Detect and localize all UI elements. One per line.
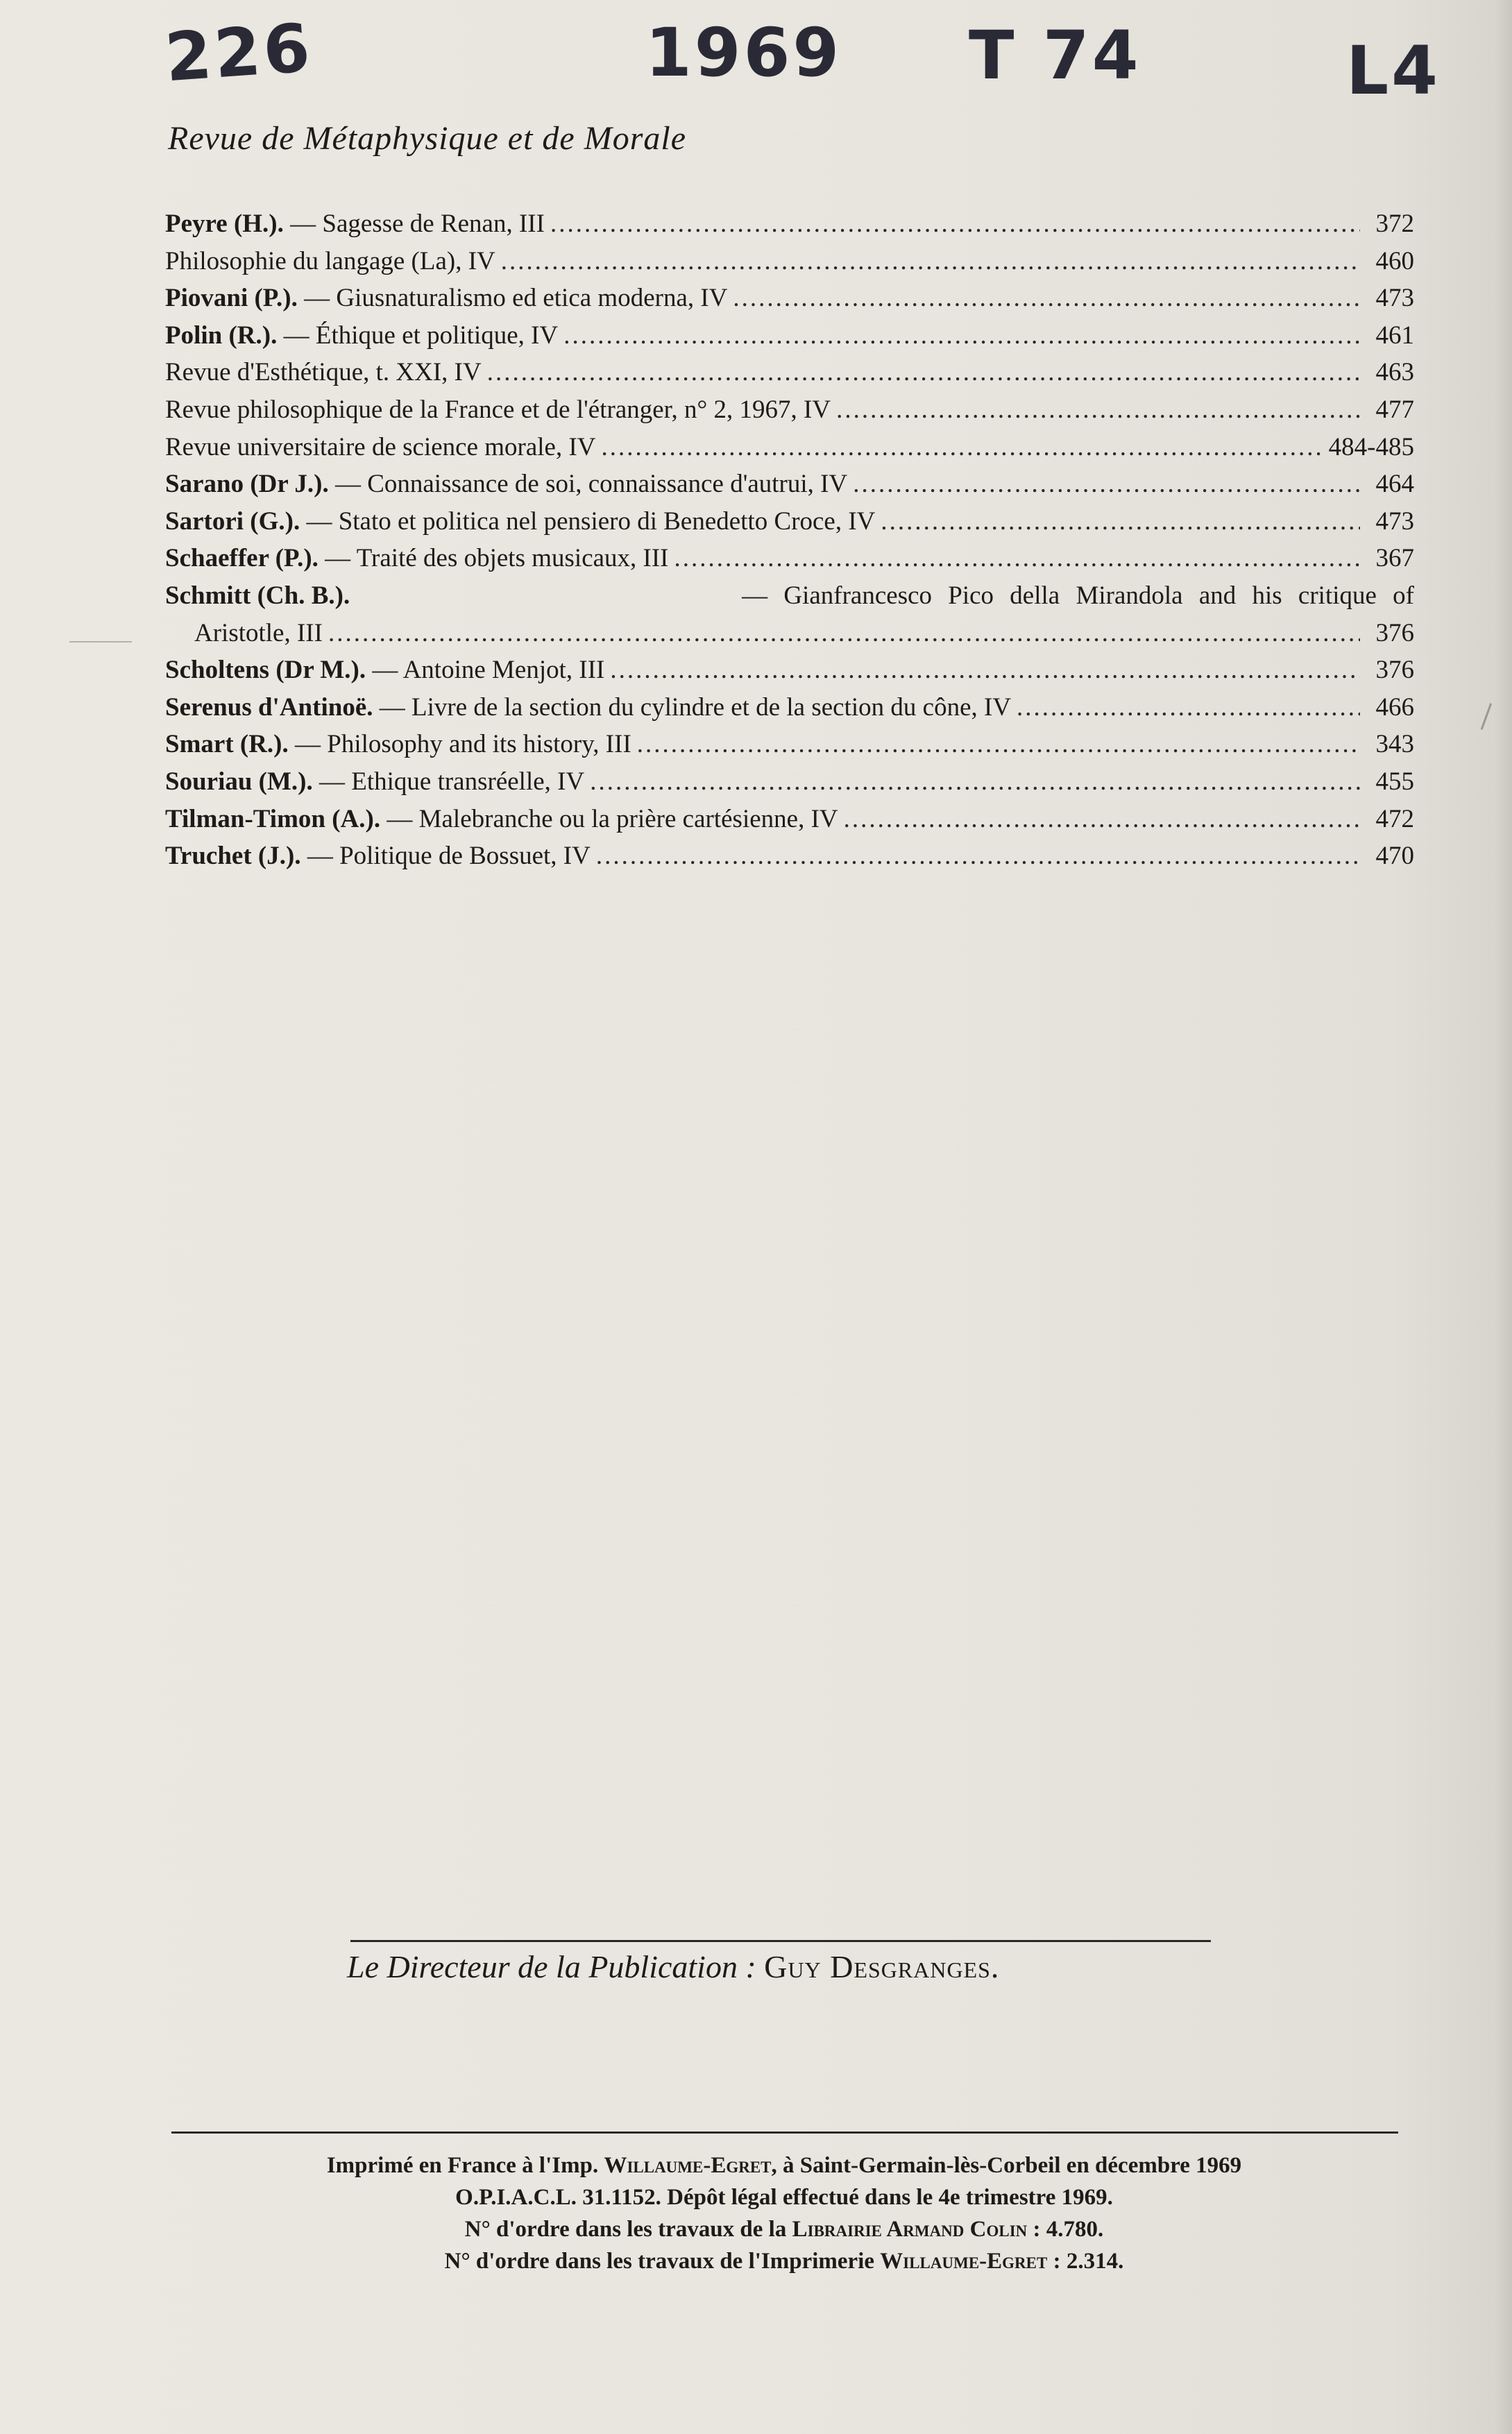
margin-mark (69, 641, 132, 642)
handwritten-year: 1969 (645, 14, 842, 92)
entry-title: Philosophie du langage (La), IV (165, 246, 495, 275)
entry-page: 472 (1375, 804, 1414, 833)
index-entry (165, 763, 1414, 801)
entry-page: 455 (1375, 767, 1414, 796)
entry-title: — Livre de la section du cylindre et de la section du cône, IV (379, 692, 1012, 722)
leader-dots (550, 205, 1360, 243)
entry-author: Sarano (Dr J.). (165, 470, 329, 499)
entry-title: — Sagesse de Renan, III (290, 210, 545, 238)
colophon-text: N° d'ordre dans les travaux de la (464, 2217, 787, 2242)
entry-author: Truchet (J.). (165, 842, 301, 871)
publisher-name: Librairie Armand Colin (792, 2217, 1028, 2242)
entry-author: Scholtens (Dr M.). (165, 656, 366, 685)
index-entry (165, 503, 1414, 541)
entry-title: — Connaissance de soi, connaissance d'autrui, IV (334, 470, 848, 499)
entry-title: — Antoine Menjot, III (372, 656, 605, 685)
entry-page: 463 (1375, 358, 1414, 387)
colophon-text: Imprimé en France à l'Imp. (326, 2153, 599, 2178)
entry-page: 376 (1375, 656, 1414, 685)
leader-dots (836, 391, 1360, 429)
entry-author: Tilman-Timon (A.). (165, 804, 381, 833)
entry-author: Peyre (H.). (165, 210, 284, 238)
index-entry (165, 689, 1414, 726)
leader-dots (1017, 689, 1360, 726)
entry-page: 461 (1375, 321, 1414, 350)
leader-dots (674, 540, 1361, 577)
director-label: Le Directeur de la Publication : (347, 1949, 756, 1984)
colophon-text: : 4.780. (1033, 2217, 1104, 2242)
entry-page: 367 (1375, 544, 1414, 573)
index-entry (165, 205, 1414, 243)
entry-author: Schmitt (Ch. B.). (165, 581, 350, 610)
entry-page: 473 (1375, 507, 1414, 536)
entry-page: 376 (1375, 618, 1414, 647)
colophon-text: N° d'ordre dans les travaux de l'Imprimerie (444, 2249, 875, 2274)
index-entry (165, 317, 1414, 355)
index-entry (165, 280, 1414, 317)
entry-author: Schaeffer (P.). (165, 544, 318, 573)
entry-title: — Traité des objets musicaux, III (325, 544, 669, 573)
leader-dots (501, 243, 1360, 280)
index-entry (165, 354, 1414, 391)
colophon-text: : 2.314. (1053, 2249, 1124, 2274)
entry-page: 470 (1375, 842, 1414, 871)
index-entry (165, 466, 1414, 503)
entry-title: Revue d'Esthétique, t. XXI, IV (165, 358, 482, 387)
entry-title-continued: Aristotle, III (194, 618, 323, 647)
colophon-line-4 (139, 2245, 1429, 2277)
entry-title: — Giusnaturalismo ed etica moderna, IV (304, 284, 728, 313)
entry-page: 484-485 (1328, 432, 1414, 461)
director-rule (350, 1940, 1211, 1942)
entry-page: 372 (1375, 210, 1414, 238)
leader-dots (563, 317, 1360, 355)
entry-title: — Politique de Bossuet, IV (307, 842, 591, 871)
printer-rule (171, 2131, 1398, 2134)
entry-title: — Ethique transréelle, IV (319, 767, 585, 796)
entry-author: Smart (R.). (165, 730, 289, 759)
printer-colophon (139, 2150, 1429, 2277)
leader-dots (487, 354, 1360, 391)
entry-title: — Malebranche ou la prière cartésienne, IV (387, 804, 838, 833)
leader-dots (610, 652, 1360, 689)
page-edge (1493, 0, 1512, 2434)
index-entry (165, 577, 1414, 652)
leader-dots (602, 429, 1323, 466)
colophon-line-1 (139, 2150, 1429, 2181)
entry-author: Piovani (P.). (165, 284, 298, 313)
printer-name: Willaume-Egret (880, 2249, 1048, 2274)
leader-dots (590, 763, 1360, 801)
index-entry (165, 429, 1414, 466)
leader-dots (853, 466, 1360, 503)
entry-page: 473 (1375, 284, 1414, 313)
entry-author: Polin (R.). (165, 321, 278, 350)
entry-title: — Philosophy and its history, III (295, 730, 631, 759)
index-entry (165, 391, 1414, 429)
leader-dots (881, 503, 1360, 541)
index-entry (165, 801, 1414, 838)
entry-title: — Gianfrancesco Pico della Mirandola and his critique of (742, 581, 1414, 610)
entry-page: 466 (1375, 692, 1414, 722)
leader-dots (844, 801, 1360, 838)
colophon-text: à Saint-Germain-lès-Corbeil en décembre 1969 (783, 2153, 1242, 2178)
index-entry (165, 837, 1414, 875)
index-entry (165, 540, 1414, 577)
entry-page: 460 (1375, 246, 1414, 275)
index-entry (165, 652, 1414, 689)
director-name: Guy Desgranges. (764, 1949, 1000, 1984)
handwritten-mark: L4 (1346, 32, 1441, 110)
leader-dots (328, 615, 1360, 652)
entry-page: 343 (1375, 730, 1414, 759)
journal-title: Revue de Métaphysique et de Morale (168, 120, 687, 157)
index-entry (165, 243, 1414, 280)
entry-author: Souriau (M.). (165, 767, 313, 796)
colophon-line-2: O.P.I.A.C.L. 31.1152. Dépôt légal effectué dans le 4e trimestre 1969. (455, 2185, 1113, 2210)
entry-title: — Stato et politica nel pensiero di Benedetto Croce, IV (306, 507, 876, 536)
entry-page: 464 (1375, 470, 1414, 499)
colophon-line-3 (139, 2213, 1429, 2245)
printer-name: Willaume-Egret, (604, 2153, 777, 2178)
leader-dots (596, 837, 1360, 875)
director-line (347, 1948, 999, 1985)
leader-dots (733, 280, 1360, 317)
handwritten-number: 226 (162, 8, 316, 97)
entry-title: Revue philosophique de la France et de l'étranger, n° 2, 1967, IV (165, 395, 831, 424)
index-list (165, 205, 1414, 875)
entry-author: Sartori (G.). (165, 507, 300, 536)
entry-title: Revue universitaire de science morale, IV (165, 432, 596, 461)
handwritten-volume: T 74 (969, 17, 1141, 94)
leader-dots (637, 726, 1360, 763)
index-entry (165, 726, 1414, 763)
entry-page: 477 (1375, 395, 1414, 424)
entry-author: Serenus d'Antinoë. (165, 692, 373, 722)
entry-title: — Éthique et politique, IV (283, 321, 559, 350)
